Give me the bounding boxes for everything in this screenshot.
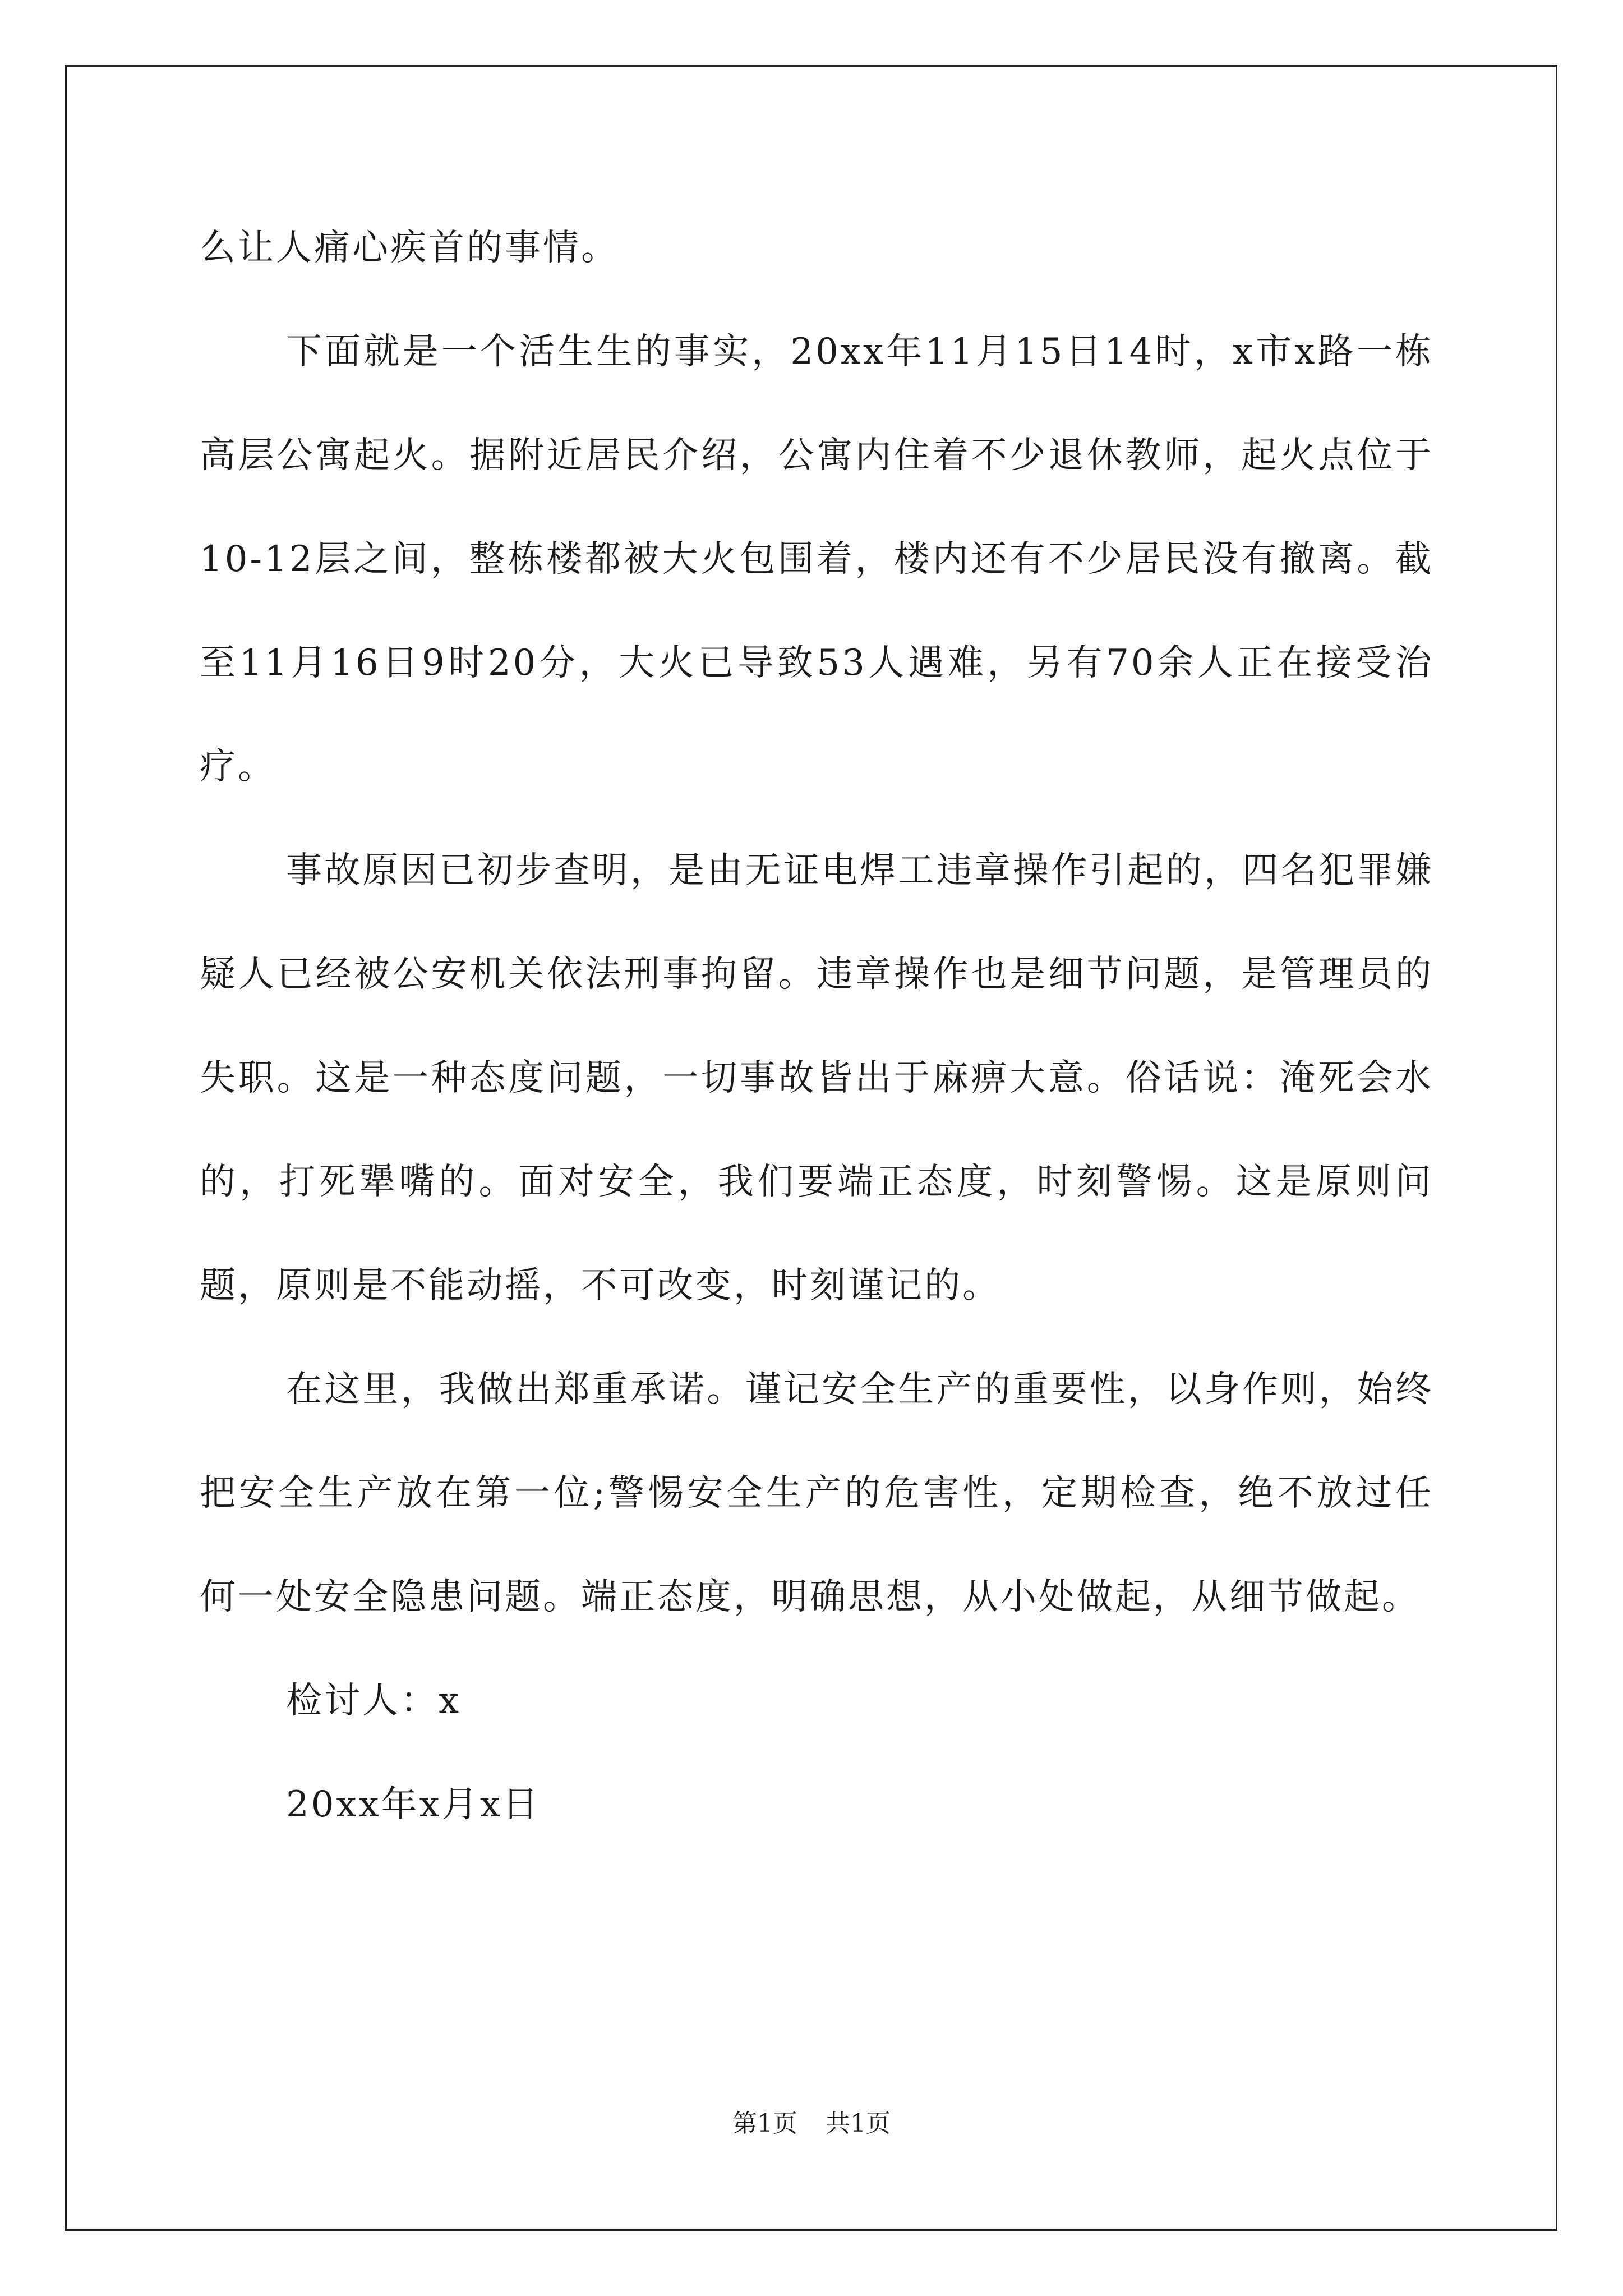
page-total: 共1页 — [826, 2109, 891, 2138]
paragraph-cause-analysis: 事故原因已初步查明，是由无证电焊工违章操作引起的，四名犯罪嫌疑人已经被公安机关依法刑事拘留。违章操作也是细节问题，是管理员的失职。这是一种态度问题，一切事故皆出于麻痹大意。俗话说：淹死会水的，打死犟嘴的。面对安全，我们要端正态度，时刻警惕。这是原则问题，原则是不能动摇，不可改变，时刻谨记的。 — [200, 850, 1433, 1306]
page-number: 第1页 — [732, 2109, 797, 2138]
paragraph-incident-facts: 下面就是一个活生生的事实，20xx年11月15日14时，x市x路一栋高层公寓起火。据附近居民介绍，公寓内住着不少退休教师，起火点位于10-12层之间，整栋楼都被大火包围着，楼内还有不少居民没有撤离。截至11月16日9时20分，大火已导致53人遇难，另有70余人正在接受治疗。 — [200, 331, 1433, 788]
paragraph-continuation: 么让人痛心疾首的事情。 — [200, 227, 619, 269]
paragraph-commitment: 在这里，我做出郑重承诺。谨记安全生产的重要性，以身作则，始终把安全生产放在第一位;警惕安全生产的危害性，定期检查，绝不放过任何一处安全隐患问题。端正态度，明确思想，从小处做起，从细节做起。 — [200, 1369, 1433, 1618]
signer-line: 检讨人：x — [286, 1680, 462, 1722]
date-line: 20xx年x月x日 — [286, 1784, 541, 1825]
document-body — [200, 196, 1433, 1857]
page-footer — [0, 2107, 1623, 2141]
